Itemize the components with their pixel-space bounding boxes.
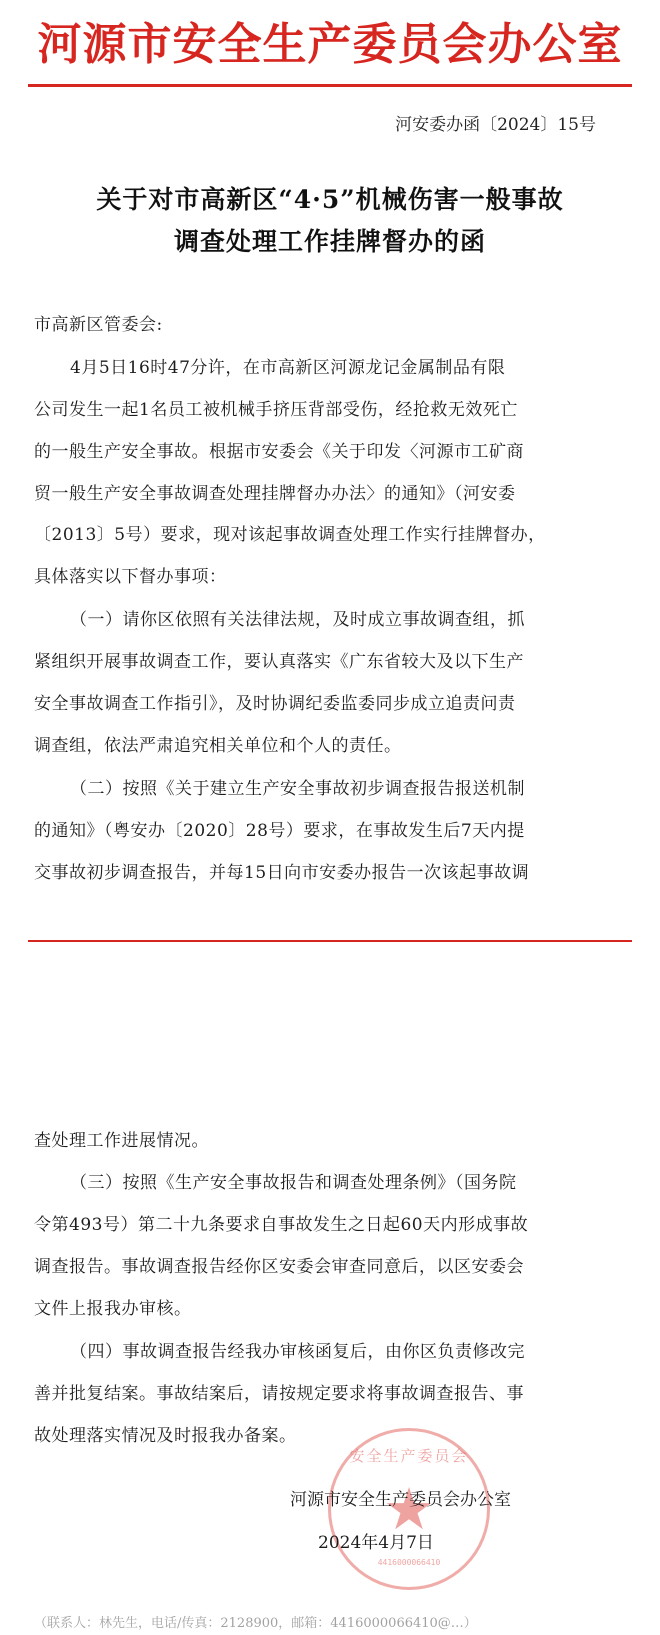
body-line: 查处理工作进展情况。 — [34, 1131, 209, 1151]
body-line: （三）按照《生产安全事故报告和调查处理条例》（国务院 — [70, 1173, 517, 1193]
body-line: 调查组，依法严肃追究相关单位和个人的责任。 — [34, 736, 402, 756]
body-line: 调查报告。事故调查报告经你区安委会审查同意后，以区安委会 — [34, 1257, 524, 1277]
star-icon: ★ — [383, 1475, 435, 1543]
page-separator-rule — [28, 940, 632, 942]
masthead-red-rule — [28, 84, 632, 87]
body-line: 的一般生产安全事故。根据市安委会《关于印发〈河源市工矿商 — [34, 442, 524, 462]
seal-code: 4416000066410 — [377, 1558, 441, 1567]
body-line: 文件上报我办审核。 — [34, 1299, 192, 1319]
title-line-1: 关于对市高新区“4·5”机械伤害一般事故 — [96, 185, 564, 214]
body-line: 令第493号）第二十九条要求自事故发生之日起60天内形成事故 — [34, 1215, 529, 1235]
body-line: 4月5日16时47分许，在市高新区河源龙记金属制品有限 — [70, 358, 506, 378]
body-line: 具体落实以下督办事项： — [34, 567, 227, 587]
signature-org: 河源市安全生产委员会办公室 — [290, 1490, 511, 1510]
document-number: 河安委办函〔2024〕15号 — [395, 115, 596, 135]
body-line: 故处理落实情况及时报我办备案。 — [34, 1426, 297, 1446]
body-line: 公司发生一起1名员工被机械手挤压背部受伤，经抢救无效死亡 — [34, 400, 518, 420]
body-line: （二）按照《关于建立生产安全事故初步调查报告报送机制 — [70, 779, 525, 799]
body-line: 交事故初步调查报告，并每15日向市安委办报告一次该起事故调 — [34, 863, 530, 883]
body-line: 〔2013〕5号）要求，现对该起事故调查处理工作实行挂牌督办， — [34, 525, 546, 545]
body-line: （一）请你区依照有关法律法规，及时成立事故调查组，抓 — [70, 610, 525, 630]
body-line: 贸一般生产安全事故调查处理挂牌督办办法〉的通知》（河安委 — [34, 484, 516, 504]
body-line: 的通知》（粤安办〔2020〕28号）要求，在事故发生后7天内提 — [34, 821, 525, 841]
body-line: （四）事故调查报告经我办审核函复后，由你区负责修改完 — [70, 1342, 525, 1362]
title-line-2: 调查处理工作挂牌督办的函 — [173, 227, 486, 256]
body-line: 善并批复结案。事故结案后，请按规定要求将事故调查报告、事 — [34, 1384, 524, 1404]
seal-text: 安全生产委员会 — [349, 1447, 469, 1465]
masthead: 河源市安全生产委员会办公室 — [37, 19, 623, 70]
body-line: 紧组织开展事故调查工作，要认真落实《广东省较大及以下生产 — [34, 652, 524, 672]
body-line: 安全事故调查工作指引》，及时协调纪委监委同步成立追责问责 — [34, 694, 516, 714]
signature-date: 2024年4月7日 — [318, 1533, 434, 1553]
addressee: 市高新区管委会: — [34, 315, 163, 335]
footer-fragment: （联系人：林先生，电话/传真：2128900，邮箱：4416000066410@…） — [34, 1616, 477, 1631]
